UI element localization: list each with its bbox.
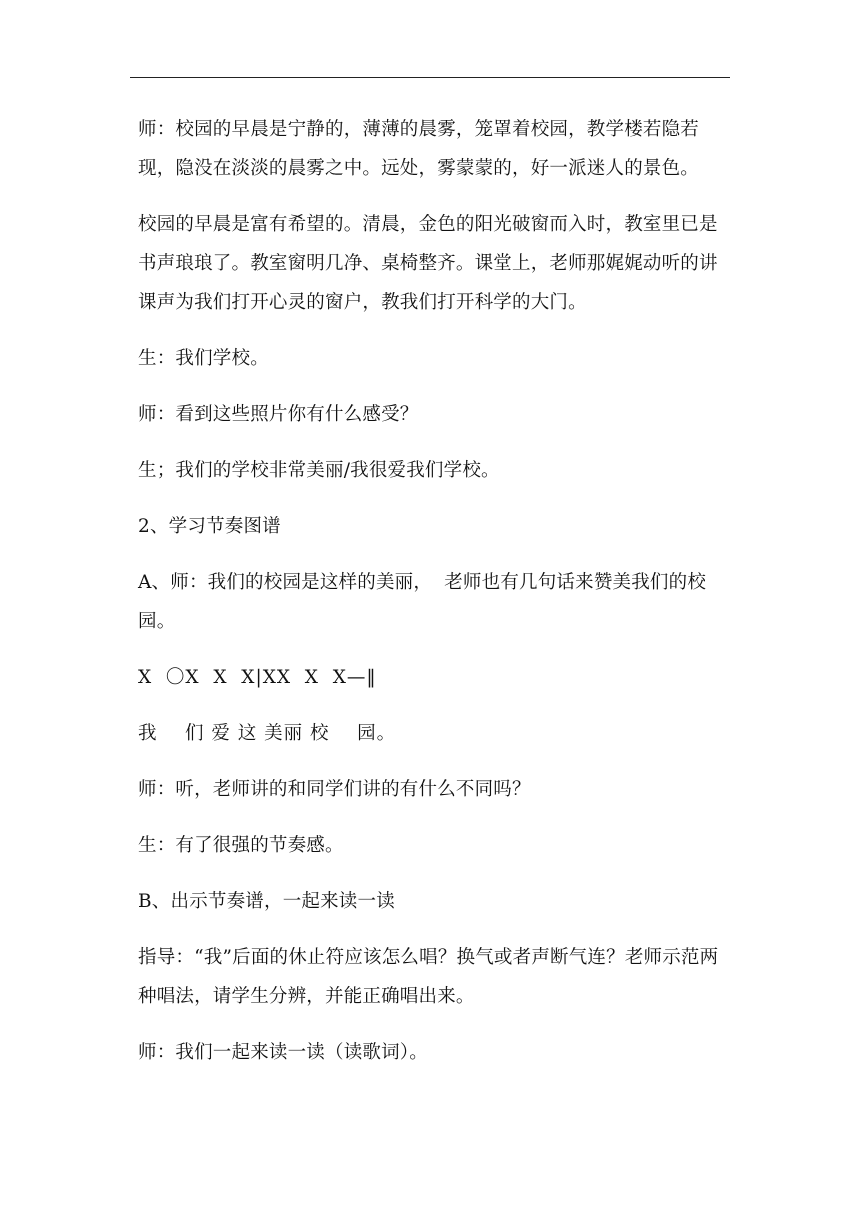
section-heading-rhythm: 2、学习节奏图谱 — [138, 516, 281, 537]
paragraph-step-a: A、师：我们的校园是这样的美丽， 老师也有几句话来赞美我们的校园。 — [138, 572, 707, 632]
paragraph-teacher-listen: 师：听，老师讲的和同学们讲的有什么不同吗？ — [138, 779, 531, 800]
paragraph-step-b: B、出示节奏谱，一起来读一读 — [138, 891, 395, 912]
paragraph-student-answer-1: 生：我们学校。 — [138, 348, 269, 369]
paragraph-student-rhythm: 生：有了很强的节奏感。 — [138, 835, 344, 856]
rhythm-notation: X 〇X X X|XX X X—‖ — [138, 667, 377, 688]
paragraph-teacher-morning: 师：校园的早晨是宁静的，薄薄的晨雾，笼罩着校园，教学楼若隐若现，隐没在淡淡的晨雾之中。远处，雾蒙蒙的，好一派迷人的景色。 — [138, 119, 700, 179]
document-body — [138, 110, 730, 1089]
paragraph-teacher-question: 师：看到这些照片你有什么感受？ — [138, 404, 419, 425]
paragraph-school-hope: 校园的早晨是富有希望的。清晨，金色的阳光破窗而入时，教室里已是书声琅琅了。教室窗明几净、桌椅整齐。课堂上，老师那娓娓动听的讲课声为我们打开心灵的窗户，教我们打开科学的大门。 — [138, 214, 718, 313]
paragraph-student-answer-2: 生；我们的学校非常美丽/我很爱我们学校。 — [138, 460, 500, 481]
paragraph-read-lyrics: 师：我们一起来读一读（读歌词）。 — [138, 1042, 428, 1063]
paragraph-guidance: 指导：“我”后面的休止符应该怎么唱？换气或者声断气连？老师示范两种唱法，请学生分辨，并能正确唱出来。 — [138, 947, 719, 1007]
header-rule — [130, 77, 730, 78]
rhythm-lyrics: 我 们 爱 这 美丽 校 园。 — [138, 723, 397, 744]
